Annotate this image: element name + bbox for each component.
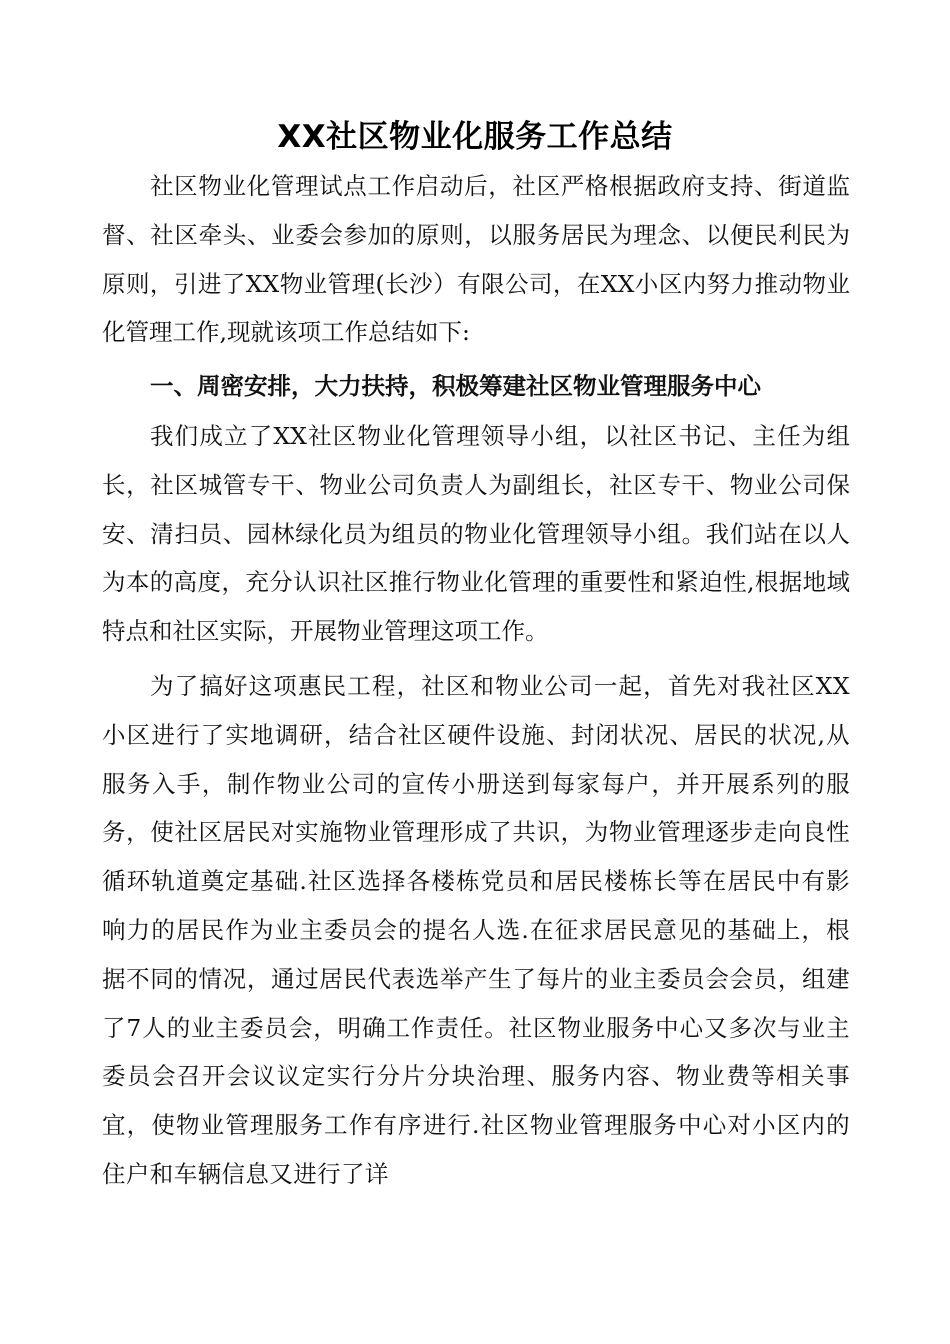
section-paragraph-1: 我们成立了XX社区物业化管理领导小组，以社区书记、主任为组长，社区城管专干、物业公司负责人为副组长，社区专干、物业公司保安、清扫员、园林绿化员为组员的物业化管理领导小组。我们站在以人为本的高度，充分认识社区推行物业化管理的重要性和紧迫性,根据地域特点和社区实际，开展物业管理这项工作。 — [102, 422, 850, 646]
section-paragraph-2: 为了搞好这项惠民工程，社区和物业公司一起，首先对我社区XX小区进行了实地调研，结合社区硬件设施、封闭状况、居民的状况,从服务入手，制作物业公司的宣传小册送到每家每户，并开展系列的服务，使社区居民对实施物业管理形成了共识，为物业管理逐步走向良性循环轨道奠定基础.社区选择各楼栋党员和居民楼栋长等在居民中有影响力的居民作为业主委员会的提名人选.在征求居民意见的基础上，根据不同的情况，通过居民代表选举产生了每片的业主委员会会员，组建了7人的业主委员会，明确工作责任。社区物业服务中心又多次与业主委员会召开会议议定实行分片分块治理、服务内容、物业费等相关事宜，使物业管理服务工作有序进行.社区物业管理服务中心对小区内的住户和车辆信息又进行了详 — [102, 672, 850, 1188]
section-heading: 一、周密安排，大力扶持，积极筹建社区物业管理服务中心 — [150, 372, 761, 400]
intro-paragraph: 社区物业化管理试点工作启动后，社区严格根据政府支持、街道监督、社区牵头、业委会参加的原则，以服务居民为理念、以便民利民为原则，引进了XX物业管理(长沙）有限公司，在XX小区内努力推动物业化管理工作,现就该项工作总结如下: — [102, 172, 850, 347]
document-title: XX社区物业化服务工作总结 — [277, 119, 673, 155]
